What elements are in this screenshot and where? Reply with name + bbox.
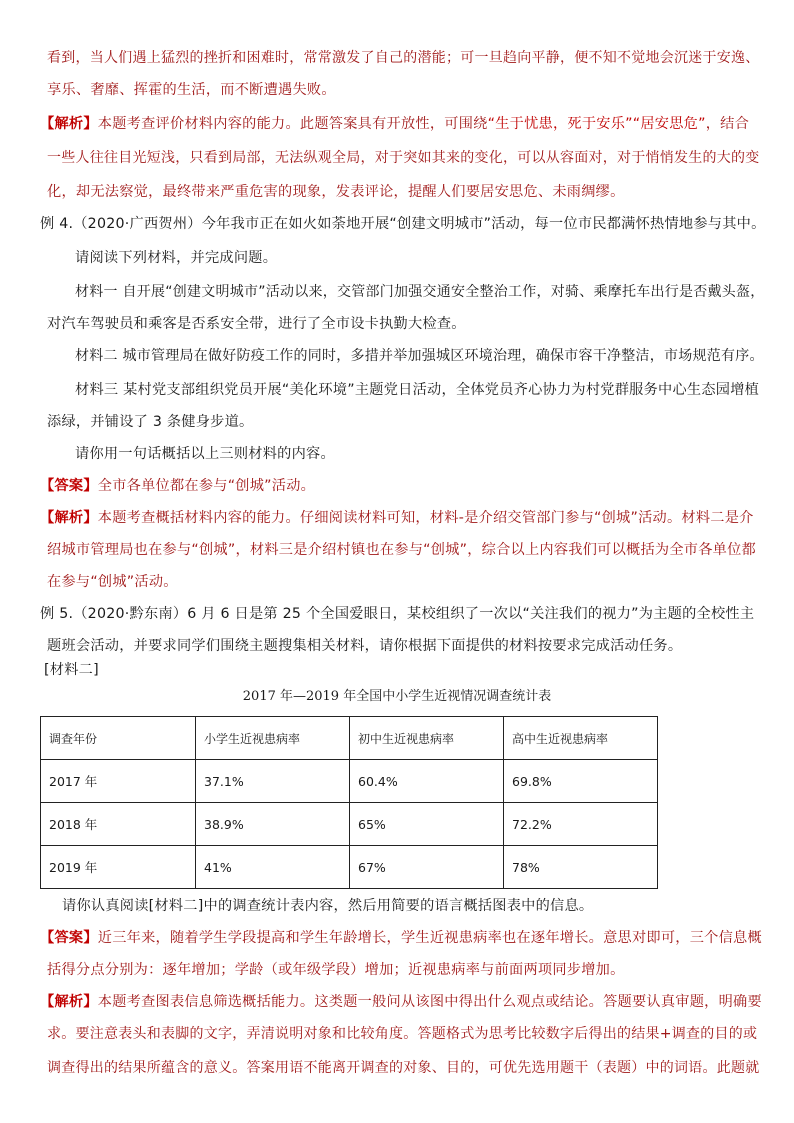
material-3-line: 添绿，并铺设了 3 条健身步道。 xyxy=(47,414,254,430)
material-label: [材料二] xyxy=(44,662,99,678)
analysis-tag: 【解析】 xyxy=(40,510,98,526)
material-1-line: 对汽车驾驶员和乘客是否系安全带，进行了全市设卡执勤大检查。 xyxy=(47,316,466,332)
answer-line: 括得分点分别为：逐年增加；学龄（或年级学段）增加；近视患病率与前面两项同步增加。 xyxy=(47,962,625,978)
answer-text: 全市各单位都在参与“创城”活动。 xyxy=(97,478,316,494)
analysis-line: 调查得出的结果所蕴含的意义。答案用语不能离开调查的对象、目的，可优先选用题干（表题）中的词语。此题就 xyxy=(47,1060,760,1076)
example-5-line: 题班会活动，并要求同学们围绕主题搜集相关材料，请你根据下面提供的材料按要求完成活动任务。 xyxy=(47,638,683,654)
paragraph-line: 看到，当人们遇上猛烈的挫折和困难时，常常激发了自己的潜能；可一旦趋向平静，便不知不觉地会沉迷于安逸、 xyxy=(47,50,760,66)
table-cell: 2019 年 xyxy=(41,846,196,889)
example-4-instruction: 请阅读下列材料，并完成问题。 xyxy=(75,250,278,266)
table-header-cell: 小学生近视患病率 xyxy=(196,717,350,760)
example-4-heading: 例 4.（2020·广西贺州）今年我市正在如火如荼地开展“创建文明城市”活动，每一位市民都满怀热情地参与其中。 xyxy=(40,216,766,232)
table-header-row xyxy=(41,717,658,760)
analysis-line: 化，却无法察觉，最终带来严重危害的现象，发表评论，提醒人们要居安思危、未雨绸缪。 xyxy=(47,184,625,200)
table-cell: 37.1% xyxy=(196,760,350,803)
analysis-line: 绍城市管理局也在参与“创城”，材料三是介绍村镇也在参与“创城”，综合以上内容我们可以概括为全市各单位都 xyxy=(47,542,756,558)
analysis-text: 本题考查概括材料内容的能力。仔细阅读材料可知，材料-是介绍交管部门参与“创城”活动。材料二是介 xyxy=(97,510,754,526)
material-2-line: 材料二 城市管理局在做好防疫工作的同时，多措并举加强城区环境治理，确保市容干净整洁，市场规范有序。 xyxy=(75,348,764,364)
table-row xyxy=(41,846,658,889)
myopia-stats-table xyxy=(40,716,658,889)
analysis-paragraph xyxy=(40,114,749,134)
table-cell: 41% xyxy=(196,846,350,889)
answer-text: 近三年来，随着学生学段提高和学生年龄增长，学生近视患病率也在逐年增长。意思对即可，三个信息概 xyxy=(97,930,762,946)
example-4-question: 请你用一句话概括以上三则材料的内容。 xyxy=(75,446,335,462)
paragraph-line: 享乐、奢靡、挥霍的生活，而不断遭遇失败。 xyxy=(47,82,336,98)
table-row xyxy=(41,803,658,846)
material-1-line: 材料一 自开展“创建文明城市”活动以来，交管部门加强交通安全整治工作，对骑、乘摩托车出行是否戴头盔， xyxy=(75,284,765,300)
table-cell: 67% xyxy=(350,846,504,889)
table-cell: 2017 年 xyxy=(41,760,196,803)
material-3-line: 材料三 某村党支部组织党员开展“美化环境”主题党日活动，全体党员齐心协力为村党群服务中心生态园增植 xyxy=(75,382,760,398)
table-cell: 2018 年 xyxy=(41,803,196,846)
answer-paragraph xyxy=(40,476,315,496)
table-cell: 65% xyxy=(350,803,504,846)
table-caption: 2017 年—2019 年全国中小学生近视情况调查统计表 xyxy=(242,689,552,704)
answer-tag: 【答案】 xyxy=(40,478,98,494)
table-cell: 72.2% xyxy=(504,803,658,846)
table-cell: 69.8% xyxy=(504,760,658,803)
analysis-text: 本题考查评价材料内容的能力。此题答案具有开放性，可围绕 xyxy=(97,116,488,132)
analysis-tag: 【解析】 xyxy=(40,994,98,1010)
analysis-text: ，结合 xyxy=(705,116,750,132)
table-cell: 60.4% xyxy=(350,760,504,803)
answer-tag: 【答案】 xyxy=(40,930,98,946)
table-header-cell: 高中生近视患病率 xyxy=(504,717,658,760)
analysis-line: 在参与“创城”活动。 xyxy=(47,574,178,590)
highlight-phrase: “生于忧患，死于安乐”“居安思危” xyxy=(487,116,706,132)
table-header-cell: 调查年份 xyxy=(41,717,196,760)
analysis-text: 本题考查图表信息筛选概括能力。这类题一般问从该图中得出什么观点或结论。答题要认真审题，明确要 xyxy=(97,994,762,1010)
analysis-tag: 【解析】 xyxy=(40,116,98,132)
table-cell: 38.9% xyxy=(196,803,350,846)
answer-paragraph xyxy=(40,928,762,948)
analysis-line: 一些人往往目光短浅，只看到局部，无法纵观全局，对于突如其来的变化，可以从容面对，对于悄悄发生的大的变 xyxy=(47,150,760,166)
table-row xyxy=(41,760,658,803)
analysis-paragraph xyxy=(40,508,754,528)
table-header-cell: 初中生近视患病率 xyxy=(350,717,504,760)
example-5-question: 请你认真阅读[材料二]中的调查统计表内容，然后用简要的语言概括图表中的信息。 xyxy=(62,898,594,914)
analysis-paragraph xyxy=(40,992,762,1012)
analysis-line: 求。要注意表头和表脚的文字，弄清说明对象和比较角度。答题格式为思考比较数字后得出的结果+调查的目的或 xyxy=(47,1026,758,1042)
table-cell: 78% xyxy=(504,846,658,889)
example-5-heading: 例 5.（2020·黔东南）6 月 6 日是第 25 个全国爱眼日，某校组织了一次以“关注我们的视力”为主题的全校性主 xyxy=(40,606,755,622)
